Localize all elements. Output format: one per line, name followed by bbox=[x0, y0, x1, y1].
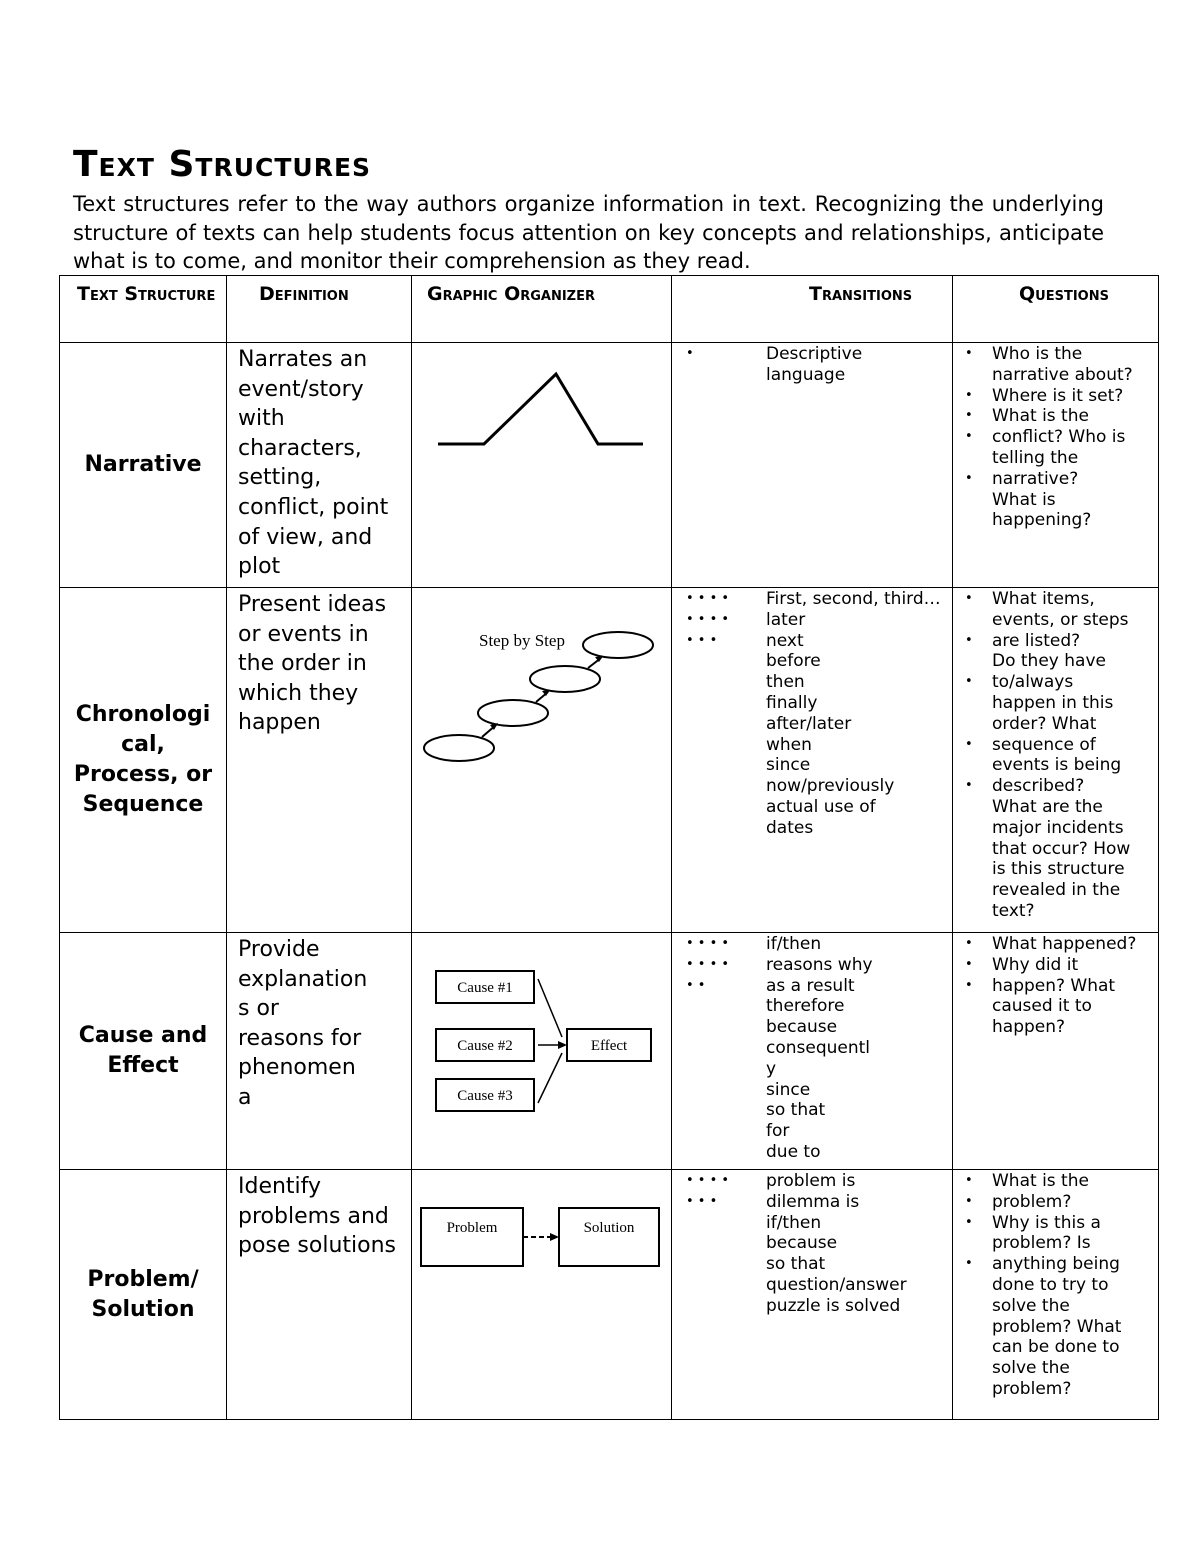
header-text-structure: Text Structure bbox=[60, 276, 227, 343]
list-item: that occur? How bbox=[992, 838, 1131, 859]
list-item: s or bbox=[238, 996, 279, 1022]
structure-definition bbox=[227, 933, 412, 1170]
list-item: dilemma is bbox=[766, 1191, 860, 1212]
solution-label: Solution bbox=[583, 1220, 635, 1236]
bullet-list bbox=[686, 934, 766, 1163]
bullet-mark: • bbox=[965, 936, 973, 951]
bullet-mark: • • • • bbox=[686, 1173, 730, 1188]
list-item: can be done to bbox=[992, 1337, 1120, 1358]
list-item: are listed? bbox=[992, 630, 1081, 651]
bullet-mark: • bbox=[965, 674, 973, 690]
bullet-mark: • bbox=[965, 632, 973, 648]
bullet-mark: • bbox=[965, 778, 973, 794]
list-item: events is being bbox=[992, 755, 1122, 776]
structure-definition: Identify problems and pose solutions bbox=[227, 1170, 412, 1420]
table-row bbox=[60, 343, 1159, 588]
intro-paragraph: Text structures refer to the way authors organize information in text. Recognizing the underlying structure of texts can help students focus attention on key concepts and relationships, anticipate what is to come, and monitor their comprehension as they read. bbox=[73, 192, 1104, 273]
bullet-mark: • • bbox=[686, 977, 706, 993]
structure-name: Problem/ Solution bbox=[60, 1170, 227, 1420]
list-item: What are the bbox=[992, 796, 1103, 817]
list-item: if/then bbox=[766, 934, 822, 954]
transitions-list bbox=[766, 589, 941, 839]
list-item: narrative about? bbox=[992, 364, 1133, 385]
list-item: done to try to bbox=[992, 1274, 1109, 1295]
list-item: due to bbox=[766, 1141, 821, 1162]
page-title: Text Structures bbox=[73, 144, 372, 185]
list-item: later bbox=[766, 609, 806, 630]
list-item: Chronologi bbox=[75, 702, 211, 727]
questions-list bbox=[992, 934, 1154, 1038]
list-item: if/then bbox=[766, 1212, 822, 1233]
cause-3-label: Cause #3 bbox=[457, 1088, 513, 1104]
bullet-mark bbox=[965, 755, 992, 776]
graphic-organizer bbox=[412, 1170, 672, 1420]
list-item: when bbox=[766, 734, 812, 755]
list-item: happening? bbox=[992, 510, 1092, 531]
questions-cell bbox=[953, 1170, 1159, 1420]
bullet-mark: • bbox=[965, 387, 973, 403]
questions-cell bbox=[953, 343, 1159, 588]
header-definition: Definition bbox=[227, 276, 412, 343]
list-item: Process, or bbox=[73, 762, 213, 787]
list-item: question/answer bbox=[766, 1274, 907, 1295]
graphic-organizer bbox=[412, 933, 672, 1170]
bullet-list bbox=[686, 589, 766, 839]
list-item: First, second, third… bbox=[766, 589, 941, 609]
list-item: What items, bbox=[992, 589, 1095, 609]
bullet-mark bbox=[965, 365, 992, 386]
list-item: since bbox=[766, 755, 811, 776]
list-item: because bbox=[766, 1017, 838, 1038]
bullet-mark bbox=[965, 693, 992, 714]
list-item: so that bbox=[766, 1100, 826, 1121]
list-item: y bbox=[766, 1058, 777, 1079]
transitions-cell bbox=[672, 343, 953, 588]
transitions-cell bbox=[672, 588, 953, 933]
list-item: Do they have bbox=[992, 651, 1106, 672]
table-row bbox=[60, 588, 1159, 933]
list-item: after/later bbox=[766, 713, 852, 734]
list-item: text? bbox=[992, 900, 1035, 921]
transitions-list bbox=[766, 934, 873, 1163]
list-item: language bbox=[766, 364, 846, 385]
problem-label: Problem bbox=[446, 1220, 498, 1236]
list-item: Provide bbox=[238, 937, 320, 962]
list-item: What happened? bbox=[992, 934, 1137, 954]
list-item: major incidents bbox=[992, 817, 1124, 838]
list-item: puzzle is solved bbox=[766, 1295, 901, 1316]
list-item: Sequence bbox=[82, 792, 204, 817]
question-bullets bbox=[965, 934, 992, 1038]
list-item: cal, bbox=[121, 732, 165, 757]
bullet-mark: • bbox=[965, 429, 973, 445]
header-questions: Questions bbox=[953, 276, 1159, 343]
list-item: happen? What bbox=[992, 975, 1116, 996]
questions-list bbox=[992, 1171, 1154, 1400]
step-by-step-diagram bbox=[412, 588, 670, 928]
bullet-mark: • • • • bbox=[686, 936, 730, 951]
list-item: solve the bbox=[992, 1358, 1070, 1379]
bullet-mark: • bbox=[965, 956, 973, 972]
list-item: telling the bbox=[992, 447, 1079, 468]
bullet-mark: • bbox=[965, 736, 973, 752]
list-item: problem? What bbox=[992, 1316, 1122, 1337]
list-item: sequence of bbox=[992, 734, 1096, 755]
list-item: happen? bbox=[992, 1017, 1066, 1038]
questions-cell bbox=[953, 933, 1159, 1170]
list-item: problem? bbox=[992, 1191, 1072, 1212]
list-item: actual use of bbox=[766, 796, 876, 817]
list-item: solve the bbox=[992, 1295, 1070, 1316]
step-by-step-label: Step by Step bbox=[479, 631, 565, 650]
transitions-cell bbox=[672, 1170, 953, 1420]
bullet-mark: • bbox=[965, 408, 973, 424]
bullet-mark: • • • • bbox=[686, 611, 730, 627]
list-item: dates bbox=[766, 817, 814, 838]
questions-cell bbox=[953, 588, 1159, 933]
bullet-mark: • • • • bbox=[686, 591, 730, 606]
list-item: problem? bbox=[992, 1378, 1072, 1399]
graphic-organizer bbox=[412, 343, 672, 588]
structure-name bbox=[60, 588, 227, 933]
bullet-list bbox=[686, 344, 766, 386]
list-item: described? bbox=[992, 776, 1085, 797]
text-structures-table bbox=[59, 275, 1159, 1420]
list-item: Where is it set? bbox=[992, 385, 1124, 406]
list-item: Why is this a bbox=[992, 1212, 1101, 1233]
list-item: narrative? bbox=[992, 468, 1079, 489]
list-item: conflict? Who is bbox=[992, 427, 1126, 448]
transitions-list bbox=[766, 344, 862, 386]
bullet-mark: • • • bbox=[686, 632, 718, 648]
list-item: for bbox=[766, 1121, 790, 1142]
bullet-mark bbox=[965, 651, 992, 672]
list-item: caused it to bbox=[992, 996, 1092, 1017]
list-item: next bbox=[766, 630, 804, 651]
list-item: phenomen bbox=[238, 1055, 356, 1081]
structure-definition: Narrates an event/story with characters, setting, conflict, point of view, and plot bbox=[227, 343, 412, 588]
list-item: now/previously bbox=[766, 776, 895, 797]
bullet-mark: • bbox=[965, 1256, 973, 1272]
list-item: consequentl bbox=[766, 1037, 871, 1058]
bullet-mark: • bbox=[965, 1173, 973, 1188]
list-item: events, or steps bbox=[992, 609, 1129, 630]
bullet-mark: • bbox=[965, 977, 973, 993]
question-bullets bbox=[965, 344, 992, 531]
list-item: so that bbox=[766, 1254, 826, 1275]
list-item: happen in this bbox=[992, 692, 1114, 713]
list-item: What is the bbox=[992, 1171, 1089, 1191]
questions-list bbox=[992, 589, 1154, 922]
question-bullets bbox=[965, 589, 992, 922]
structure-name-lines bbox=[66, 700, 220, 820]
list-item: order? What bbox=[992, 713, 1097, 734]
list-item: before bbox=[766, 651, 821, 672]
bullet-mark: • bbox=[965, 1214, 973, 1230]
list-item: reasons why bbox=[766, 954, 873, 975]
questions-list bbox=[992, 344, 1154, 531]
cause-2-label: Cause #2 bbox=[457, 1038, 513, 1054]
list-item: Who is the bbox=[992, 344, 1083, 364]
bullet-mark: • bbox=[965, 346, 973, 361]
list-item: Why did it bbox=[992, 954, 1079, 975]
list-item: finally bbox=[766, 692, 818, 713]
list-item: reasons for bbox=[238, 1025, 362, 1051]
narrative-arc-diagram bbox=[412, 343, 670, 583]
effect-label: Effect bbox=[590, 1038, 628, 1054]
header-transitions: Transitions bbox=[672, 276, 953, 343]
list-item: problem? Is bbox=[992, 1233, 1091, 1254]
list-item: Descriptive bbox=[766, 344, 863, 364]
definition-lines bbox=[238, 935, 407, 1113]
problem-solution-diagram bbox=[412, 1170, 670, 1415]
list-item: then bbox=[766, 672, 805, 693]
bullet-mark: • bbox=[965, 1193, 973, 1209]
list-item: since bbox=[766, 1079, 811, 1100]
transitions-list bbox=[766, 1171, 907, 1317]
list-item: therefore bbox=[766, 996, 845, 1017]
header-row bbox=[60, 276, 1159, 343]
structure-definition: Present ideas or events in the order in which they happen bbox=[227, 588, 412, 933]
list-item: a bbox=[238, 1084, 252, 1110]
cause-1-label: Cause #1 bbox=[457, 980, 513, 996]
graphic-organizer bbox=[412, 588, 672, 933]
list-item: because bbox=[766, 1233, 838, 1254]
list-item: revealed in the bbox=[992, 880, 1121, 901]
bullet-mark: • • • • bbox=[686, 956, 730, 972]
bullet-mark bbox=[965, 610, 992, 631]
list-item: What is bbox=[992, 489, 1056, 510]
list-item: is this structure bbox=[992, 859, 1125, 880]
structure-name: Cause and Effect bbox=[60, 933, 227, 1170]
bullet-mark bbox=[965, 714, 992, 735]
bullet-mark: • • • bbox=[686, 1193, 718, 1209]
list-item: explanation bbox=[238, 966, 368, 992]
bullet-list bbox=[686, 1171, 766, 1317]
header-graphic-organizer: Graphic Organizer bbox=[412, 276, 672, 343]
bullet-mark bbox=[965, 448, 992, 469]
bullet-mark bbox=[965, 1233, 992, 1254]
cause-effect-diagram bbox=[412, 933, 670, 1165]
table-row bbox=[60, 933, 1159, 1170]
list-item: to/always bbox=[992, 672, 1074, 693]
table-row bbox=[60, 1170, 1159, 1420]
bullet-mark: • bbox=[965, 470, 973, 486]
list-item: as a result bbox=[766, 975, 855, 996]
bullet-mark: • bbox=[965, 591, 973, 606]
list-item: What is the bbox=[992, 406, 1089, 427]
list-item: problem is bbox=[766, 1171, 856, 1191]
transitions-cell bbox=[672, 933, 953, 1170]
question-bullets bbox=[965, 1171, 992, 1400]
bullet-mark: • bbox=[686, 346, 694, 361]
structure-name: Narrative bbox=[60, 343, 227, 588]
list-item: anything being bbox=[992, 1254, 1120, 1275]
